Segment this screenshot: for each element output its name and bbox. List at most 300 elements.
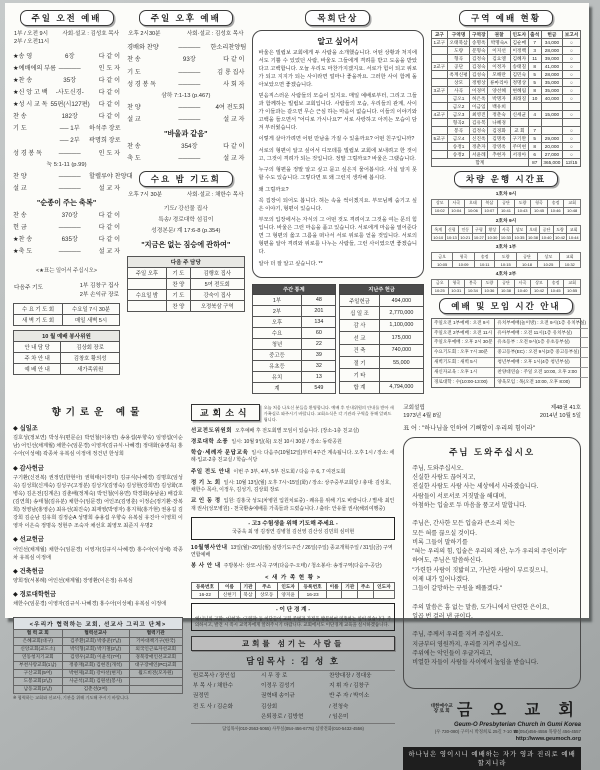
news-item bbox=[191, 468, 395, 476]
bus-time: 10:31 bbox=[448, 287, 465, 294]
wednesday-preacher: 사회·설교 : 채한수 목사 bbox=[186, 192, 244, 199]
afternoon-sermon-title: "바울과 같음" bbox=[164, 128, 208, 138]
order-row: 기 도 ───── 김 룡 집사 bbox=[127, 68, 245, 76]
afternoon-order-2 bbox=[127, 102, 244, 126]
district-table bbox=[431, 30, 581, 167]
newcomers-header: 인도자 bbox=[373, 583, 395, 591]
table-row: 전 도 사 / 김순화 김상회 / 전청숙 bbox=[192, 703, 349, 710]
morning-sermon-title: "순종이 주는 축복" bbox=[36, 197, 97, 207]
psalm-line bbox=[412, 622, 572, 631]
news-item-text: 오후예배 후 전도회별 모임이 있습니다. (장소-1층 친교실) bbox=[235, 427, 359, 434]
psalm-line bbox=[412, 595, 572, 604]
exam-prayer-box bbox=[191, 517, 395, 540]
church-address: (우 730-080) 구미시 박정희로 25길 7-10 ☎(054)456-4556 목양실 456-4557 bbox=[434, 728, 581, 734]
bus-times-row bbox=[431, 234, 580, 241]
morning-meta bbox=[14, 30, 119, 47]
bus-stop: 교회 bbox=[559, 253, 580, 261]
bus-stop: 오태 bbox=[526, 226, 540, 234]
offering-group bbox=[13, 534, 183, 561]
newcomers-header: 등록번호 bbox=[299, 583, 326, 591]
district-header: 보고서 bbox=[563, 31, 581, 39]
bus-stop: 공단 bbox=[498, 199, 515, 207]
order-row: 찬 송 182장 다 같 이 bbox=[13, 113, 121, 121]
masthead-column bbox=[403, 404, 581, 770]
table-row: 5교구 금오4 신진옥 김명옥 구기완 5 29,000 ○ bbox=[431, 135, 580, 143]
bus-stop: 송정 bbox=[474, 253, 495, 261]
bus-time: 10:33 bbox=[500, 234, 511, 240]
morning-service2-time: 2부 / 오전11시 bbox=[14, 39, 50, 46]
morning-scripture: 눅 5:1-11 (p.99) bbox=[46, 161, 87, 168]
staff-table bbox=[191, 670, 395, 724]
table-row: 남동교회(2남) 김춘선(2여) bbox=[14, 685, 183, 693]
afternoon-scripture: 삼하 7:1-13 (p.467) bbox=[161, 92, 211, 99]
founded-date: 1973년 4월 8일 bbox=[403, 413, 442, 420]
bus-time: 10:38 bbox=[498, 287, 515, 294]
bus-stop: 상모 bbox=[538, 253, 559, 261]
wednesday-sermon-title: "지금은 없는 짐승에 관하여" bbox=[141, 239, 231, 249]
offering-group-names: 김호성(정보연) 박성우(편문순) 박언철(이용면) 송용섭(두향숙) 임영섭(이순남) 어인선(채계월) 채한수(임문경) 이영자(김규식·나혜경) 정대화(송명옥) 홍수아(이성예) 곽종차 유복심 이정애 정건년 한성희 bbox=[13, 435, 183, 458]
table-row: 부 목 사 / 채한수 이정우 김성기 지 휘 자 / 김창구 bbox=[192, 682, 370, 689]
morning-order-2 bbox=[13, 171, 133, 195]
bus-stop: 교회 bbox=[564, 279, 581, 287]
founded-label: 교회설립 bbox=[403, 405, 425, 411]
offering-group-names: 어인선(채계월) 채한수(임문경) 이영자(김규식·나혜경) 홍수아(이성예) 곽종차 유복심 이정애 bbox=[13, 546, 183, 561]
guide-item: 유초등부 : 오전 9시(1층 유초등부실) bbox=[495, 338, 588, 348]
bus-time: 10:40 bbox=[541, 234, 552, 240]
psalm-line: 그들이 갈망하는 구원을 베풀겠다." bbox=[412, 586, 503, 593]
heresy-text: '하나님의 교회', '신천지', '구원파' 등 이단들이 교회 주변과 가정을 방문하여 미혹하는 일이 있습니다. 주의하시고, 발견 시 즉시 교역자에게 알려주시기 바랍니다. 교회에서도 이단경계 교육을 실시하겠습니다. bbox=[194, 615, 392, 628]
attendance-title: 주간 통계 bbox=[252, 285, 336, 295]
bus-time: 10:36 bbox=[481, 287, 498, 294]
wednesday-line: 특송/ 경로대학 섬김이 bbox=[158, 216, 214, 223]
pastoral-paragraph: 꼭 집장이 되어도 봅니다. 혀는 속을 썩이겠지요. 부모님께 숨기고 싶은 이야기, 형편이 있습니다. bbox=[258, 198, 417, 212]
order-row: 성 경 봉 독 ───── 사 회 자 bbox=[127, 80, 245, 88]
bus-stop: 금오 bbox=[431, 279, 448, 287]
church-motto: 표 어 : "하나님을 인하여 기뻐함이 우리의 힘이라" bbox=[403, 424, 535, 432]
table-row: 도봉교회(2남) 사군석(교회) 김원선(봉사) bbox=[14, 677, 183, 685]
table-row: 신앙교회(교도소) 박덕형(교회) 박기철(2남) 외국인근로자선교회 bbox=[14, 645, 183, 653]
offering-groups bbox=[13, 423, 183, 609]
bus-time: 10:04 bbox=[448, 207, 465, 214]
offering-group-label: ◆ 십일조 bbox=[13, 425, 38, 432]
psalm-line: 모든 혀를 끊으실 것이다. bbox=[412, 530, 477, 537]
pastoral-box bbox=[252, 30, 424, 278]
news-items bbox=[191, 427, 395, 513]
bus-time: 10:07 bbox=[481, 207, 498, 214]
news-item-text: 일시: 10월 9일(목) 오전 10시 30분 / 장소: 동락공원 bbox=[231, 438, 342, 445]
footer-verse-bar: 하나님은 영이시니 예배하는 자가 영과 진리로 예배 할지니라 bbox=[403, 747, 581, 770]
news-item bbox=[191, 497, 395, 513]
bus-stop: 상모 bbox=[513, 226, 527, 234]
morning-worship-title: 주일 오전 예배 bbox=[20, 10, 114, 26]
bus-stop: 황상 bbox=[486, 226, 500, 234]
table-row: 구산교회(5여) 박현제(교회) 강아선(현지) 월드비전(모자원) bbox=[14, 669, 183, 677]
table-row: 송정1 정춘자 장영옥 주미현 8 20,000 ○ bbox=[431, 143, 580, 151]
pastoral-subtitle: 알고 싶어서 bbox=[317, 37, 359, 46]
table-row: 은혜교회(대구) 김주환(교회) 박종준(7남) 기아대책기구(한국) bbox=[14, 637, 183, 645]
bus-stop: 형곡 bbox=[531, 199, 548, 207]
pastoral-paragraph: 알아 더 잘 알고 싶습니다. ** bbox=[258, 260, 323, 267]
offering-title: 지난주 헌금 bbox=[340, 285, 424, 295]
offering-table bbox=[339, 284, 424, 394]
table-row: 2부 201 bbox=[252, 306, 336, 317]
district-header: 권찰 bbox=[488, 31, 511, 39]
table-row: 새 벽 기 도 회 매일 새벽 5시 bbox=[14, 315, 120, 326]
morning-order-3 bbox=[13, 210, 120, 258]
afternoon-meta bbox=[128, 30, 243, 38]
table-row: 금오2 이금임 백유희 bbox=[431, 103, 580, 111]
district-column bbox=[431, 10, 587, 394]
bus-route-name: 2호차 9시 bbox=[495, 218, 517, 224]
bus-stop: 형곡 bbox=[448, 279, 465, 287]
psalm-line: 진실한 사람도 사람 사는 세상에서 사라졌습니다. bbox=[412, 484, 539, 491]
bus-time: 10:41 bbox=[498, 207, 515, 214]
newcomers-header: 주소 bbox=[256, 583, 278, 591]
psalm-prayer-box bbox=[403, 437, 581, 689]
table-row: 절 기 55,000 bbox=[340, 356, 424, 368]
news-item-label: 주일 전도 안내 bbox=[190, 468, 231, 475]
bus-stop: 공단 bbox=[540, 226, 554, 234]
order-row: 경배와 찬양 ───── 한소리찬양팀 bbox=[127, 44, 247, 52]
church-name-english: Geum-O Presbyterian Church in Gumi Korea bbox=[453, 721, 581, 728]
psalm-line: 이제 내가 일어나겠다. bbox=[412, 577, 470, 584]
bus-time: 10:18 bbox=[516, 261, 537, 268]
issue-date: 2014년 10월 5일 bbox=[539, 413, 581, 420]
order-row: ── 2부 곽명희 장로 bbox=[59, 137, 121, 145]
psalm-line: 주님, 도와주십시오. bbox=[412, 465, 464, 472]
pastoral-paragraph: 바울은 빌립보 교회에게 두 사람을 소개했습니다. 어떤 상황과 처지에서도 기쁠 수 있었던 사람, 바울도 그들에게 격려를 받고 도움을 받았다고 고백합니다. 오늘 우리도 마찬가지겠지요. 서로가 힘이 되고 위로가 되고 지지가 되는 사이라면 얼마나 좋을까요. 그러한 사이 함께 돌아보았으면 좋겠습니다. bbox=[258, 50, 417, 88]
bus-stop: 상모 bbox=[531, 279, 548, 287]
table-row: 선 교 175,000 bbox=[340, 332, 424, 344]
pastoral-paragraph: 누구의 형편을 정말 알고 싶고 묻고 싶은지 물어봅시다. 사실 알지 못할 수도 있습니다. 그렇다면 또 왜 그런지 생각해 봅시다. bbox=[258, 167, 417, 182]
news-item-text: 이번 주 3부, 4부, 5부 전도회 / 다음 주 6, 7 여전도회 bbox=[233, 468, 346, 475]
news-item-text: 13일(월)~20일(월) 심방기도주간 / 26일(주일) 종교개혁주일 / 31일(금) 구역연합예배 bbox=[190, 544, 393, 558]
bus-stop: 공단 bbox=[498, 279, 515, 287]
bus-time: 10:40 bbox=[514, 287, 531, 294]
table-row: 연동청지기교회 김영우(교회) 이윤석(7여) 경북장애인선교교회 bbox=[14, 653, 183, 661]
bus-schedule-title: 차량 운행 시간표 bbox=[454, 171, 558, 187]
order-row: ★예배에의 부름 ───── 인 도 자 bbox=[13, 64, 121, 72]
morning-worship-column bbox=[13, 10, 133, 394]
district-header: 구역장 bbox=[470, 31, 488, 39]
district-header: 인도자 bbox=[510, 31, 528, 39]
offerings-title: 향기로운 예물 bbox=[51, 407, 145, 418]
morning-service1-time: 1부 / 오전 9시 bbox=[14, 31, 49, 37]
bus-route bbox=[431, 218, 581, 242]
bus-times-row bbox=[431, 261, 580, 268]
afternoon-preacher: 사회·설교 : 김성호 목사 bbox=[186, 31, 244, 37]
guide-item: 경로대학 : 수(10:00-13:00) bbox=[433, 379, 488, 385]
table-row: 형곡2 김유복 나혜경 bbox=[431, 119, 580, 127]
newcomers-header: 이름 bbox=[219, 583, 241, 591]
offering-group-names: 구기환(신전복) 권정민(한현아) 권혁태(이경미) 김규식(나혜경) 김명호(임성옥) 김성희(신계숙) 김성구(고정분) 김성기(김영숙) 김성현(강희면) 김성화(조병옥) 김온전(김계은) 김춘배(정계숙) 박언철(이용면) 박경화(송남윤) 배갑호(김연희) 송태철(김유분) 채한수(임문경) 어인조(김영훈) 이정순(정기환·장복희) 정영남(홍영순) 최유선(최진숙) 최재영(박영자) 홍지혁(홍가현) 권용길 김강희 김순남 김유희 김정순A 성명희 송용섭 우향숙 유복심 유진아 이영희 이영자 이은숙 정명옥 정현주 조숙자 채선호 최영모 최준지 우명2 bbox=[13, 474, 183, 530]
newcomers-header: 주소 bbox=[358, 583, 374, 591]
issue-number: 제48권 41호 bbox=[550, 405, 581, 411]
order-row: ★찬 송 635장 다 같 이 bbox=[13, 236, 121, 244]
denomination: 대한예수교 장 로 회 bbox=[430, 702, 453, 714]
psalm-line: 하여도, 주님은 말씀하신다. bbox=[412, 558, 483, 565]
news-item bbox=[191, 438, 395, 446]
order-row: 설 교 ───── 설 교 자 bbox=[13, 184, 121, 192]
table-row: 수요 60 bbox=[252, 328, 336, 339]
offering-group-label: ◆ 감사헌금 bbox=[13, 464, 44, 472]
bus-stop: 상모 bbox=[431, 199, 448, 207]
guide-item: 새신자교육 : 오후 1시 bbox=[432, 368, 494, 378]
bus-stops-row bbox=[431, 253, 580, 261]
contact-phones: 담임목사(010-2563-5065) 사무실(054-456-6775) 심방전화(010-5432-4556) bbox=[222, 725, 364, 731]
order-row: 기 도 ── 1부 하석주 장로 bbox=[13, 125, 121, 133]
table-row: 2교구 공단 김경숙 이정자 송태칠 8 41,000 ○ bbox=[431, 63, 580, 71]
church-website: http://www.geumoch.org bbox=[515, 735, 581, 742]
district-header: 교구 bbox=[431, 31, 447, 39]
bus-routes bbox=[431, 191, 581, 295]
bulletin-page bbox=[5, 3, 589, 768]
guide-item: 주일오전 1부예배 : 오전 9시 bbox=[432, 319, 494, 329]
bus-route-table bbox=[431, 225, 581, 241]
psalm-line: 아첨하는 입술로 두 마음을 품고서 말합니다. bbox=[412, 502, 527, 509]
psalm-line: 일곱 번 걸러 낸 금이다. bbox=[412, 613, 473, 620]
news-small-note: 오늘 처음 나오신 분들을 환영합니다. 예배 후 안내위원의 안내를 받아 새가족실로 와주시기 바랍니다. 교회소식은 각 기관과 구역을 통해 알려드립니다. bbox=[263, 405, 394, 422]
wednesday-meta bbox=[128, 191, 243, 199]
morning-preacher: 사회·설교 : 김성호 목사 bbox=[62, 31, 120, 37]
order-row: ★신 앙 고 백 -사도신경- 다 같 이 bbox=[13, 89, 121, 97]
wednesday-time: 오후 7시 30분 bbox=[128, 192, 163, 199]
district-total-row: 합계 87 365,000 12/15 bbox=[431, 159, 580, 167]
psalm-line: 비열한 자들이 사람들 사이에서 높임을 받습니다. bbox=[412, 660, 539, 667]
bus-stop: 송정 bbox=[547, 199, 564, 207]
bus-stop: 송정 bbox=[547, 279, 564, 287]
bus-time: 10:48 bbox=[564, 207, 581, 214]
order-row: 헌 금 ───── 다 같 이 bbox=[13, 224, 121, 232]
table-row: 감 사 1,100,000 bbox=[340, 319, 424, 331]
psalm-line: 주의 말씀은 흠 없는 말씀, 도가니에서 단련한 은이요, bbox=[412, 604, 549, 611]
news-items-2 bbox=[191, 544, 395, 571]
newcomers-header: 이름 bbox=[326, 583, 342, 591]
news-item-label: 교 인 동 정 bbox=[190, 498, 221, 505]
bus-stop: 인동 bbox=[459, 226, 473, 234]
psalm-line: "가련한 사람이 짓밟히고, 가난한 사람이 부르짖으니, bbox=[412, 567, 548, 574]
afternoon-time: 오후 2시30분 bbox=[128, 31, 161, 37]
afternoon-worship-column bbox=[127, 10, 247, 394]
psalm-prayer-title: 주님 도와주십시오 bbox=[449, 446, 536, 457]
bus-time: 10:09 bbox=[453, 261, 474, 268]
guide-item: 유치부예배(놀이방) : 오전 9시(1층 유치부실) bbox=[495, 319, 588, 329]
guide-item: 수요기도회 : 오후 7시 30분 bbox=[432, 348, 494, 358]
news-item-text: 일시: 10월 13일(월) 오후 7시~15일(화) / 장소: 상주중부교회당 / 총대: 김성호, 채한수 목사, 이정우, 김성기, 김상회 장로 bbox=[190, 479, 391, 494]
order-row: 찬 양 ───── 4여 전도회 bbox=[127, 103, 245, 111]
table-row: 3교구 사곡 이경미 양선혜 현혜림 8 35,000 ○ bbox=[431, 87, 580, 95]
news-item bbox=[191, 427, 395, 435]
prayer-times-table bbox=[13, 303, 120, 326]
bus-time: 10:05 bbox=[431, 261, 452, 268]
bus-route bbox=[431, 244, 581, 268]
news-item-text: 입원: 김홍국 성도(차병원 입원치료중) - 쾌유를 위해 기도 바랍니다. / 별세: 최인재 권사(성모병원) - 천국환송예배를 가족들과 드렸습니다. / 출타: 안유물 권사(해외여행중) bbox=[190, 498, 395, 512]
pastoral-paragraphs bbox=[259, 50, 417, 269]
table-row: 청년 22 bbox=[252, 339, 336, 350]
table-row: 합 계 4,794,000 bbox=[340, 381, 424, 393]
bus-stop: 구평 bbox=[472, 226, 486, 234]
wednesday-lines bbox=[127, 204, 244, 237]
news-item bbox=[191, 479, 395, 495]
order-row: ★성 시 교 독 55편(시127편) 다 같 이 bbox=[13, 101, 121, 109]
pastoral-paragraph: 믿음직스러운 사람들의 모습이 있지요. 매일 예배로부터, 그리고 그들과 함께하는 빌립보 교회입니다. 사람들의 모습, 우리들의 관계, 사이가 이들과는 같으면 무슨 근심 하는 마음이 없습니다. 이들의 이야기와 고백을 들으면서 "어디로 가시나요?" 서로 사랑하고 아끼는 모습이 담겨 부러웠습니다. bbox=[258, 93, 417, 131]
exam-prayer-title: - 고3 수험생을 위해 기도해 주세요 - bbox=[248, 520, 338, 527]
news-item-label: 봉 사 안 내 bbox=[190, 563, 221, 570]
afternoon-worship-title: 주일 오후 예배 bbox=[139, 10, 233, 26]
offering-group-label: ◆ 건축헌금 bbox=[13, 567, 44, 575]
guide-item: 주일오후예배 : 오후 2시 30분 bbox=[432, 338, 494, 348]
senior-pastor: 담임목사 : 김 성 호 bbox=[246, 656, 340, 667]
psalm-line: 비록 그들이 말하기를 bbox=[412, 539, 468, 546]
servants-table bbox=[13, 341, 120, 375]
news-item-label: 경로대학 소풍 bbox=[190, 438, 229, 445]
bus-stop: 도량 bbox=[553, 226, 567, 234]
bus-stop: 오태 bbox=[465, 199, 482, 207]
pastoral-paragraph: 이렇게 살아가려면 어떤 만남을 가질 수 있을까요? 어떤 친구입니까? bbox=[258, 136, 415, 143]
wednesday-line: 성경본문/ 계 17:6-8 (p.354) bbox=[151, 227, 221, 234]
table-row: 오후 134 bbox=[252, 317, 336, 328]
newcomers-header: 인도자 bbox=[277, 583, 299, 591]
order-row: 찬 송 354장 다 같 이 bbox=[127, 143, 245, 151]
bus-time: 10:35 bbox=[514, 234, 525, 240]
district-header: 헌금 bbox=[541, 31, 562, 39]
bus-stop: 공단 bbox=[516, 253, 537, 261]
partners-table bbox=[13, 629, 183, 694]
bus-time: 10:38 bbox=[527, 234, 538, 240]
afternoon-order-3 bbox=[127, 141, 244, 165]
news-item-label: 10월행사안내 bbox=[190, 544, 228, 551]
heresy-title: - 이 단 경 계 - bbox=[275, 607, 311, 614]
morning-order-1 bbox=[13, 51, 120, 160]
bus-stop: 봉곡 bbox=[465, 279, 482, 287]
bus-route-name: 4호차 2부 bbox=[495, 272, 517, 278]
table-row: 유치 13 bbox=[252, 372, 336, 383]
news-item bbox=[191, 449, 395, 465]
bus-stop: 옥계 bbox=[431, 226, 445, 234]
bus-route-table bbox=[431, 199, 581, 215]
next-week-duty-table bbox=[127, 267, 244, 312]
offering-group-label: ◆ 선교헌금 bbox=[13, 536, 44, 544]
bus-route-table bbox=[431, 279, 581, 295]
table-row: 부천사랑교회(1남) 정중재(교회) 김현진(개척) 대구장애인(PC)교회 bbox=[14, 661, 183, 669]
bus-stops-row bbox=[431, 199, 580, 207]
bus-stop: 형곡 bbox=[453, 253, 474, 261]
table-row: 유초등 32 bbox=[252, 361, 336, 372]
bus-time: 10:11 bbox=[474, 261, 495, 268]
offering-group bbox=[13, 589, 183, 608]
table-row: 봉곡 김정숙 김경화 교 회 7 ○ bbox=[431, 127, 580, 135]
bus-route bbox=[431, 191, 581, 215]
table-row: 기 타 bbox=[340, 369, 424, 381]
guide-item: 새벽기도회 : 새벽 5시 bbox=[432, 358, 494, 368]
table-row: 옥계신평 김성숙 모해란 김민숙 5 28,000 ○ bbox=[431, 71, 580, 79]
table-row: 건 축 740,000 bbox=[340, 344, 424, 356]
psalm-line: 지금부터 영원까지, 우리를 지켜 주십시오. bbox=[412, 641, 521, 648]
church-logo-row bbox=[403, 697, 581, 720]
table-row: 금오1 허은옥 박명자 최래질 10 40,000 ○ bbox=[431, 95, 580, 103]
bus-time: 10:30 bbox=[487, 234, 498, 240]
psalm-lines bbox=[412, 465, 572, 669]
psalm-line: 주님은, 간사한 모든 입술과 큰소리 치는 bbox=[412, 521, 515, 528]
bus-stop: 사곡 bbox=[499, 226, 513, 234]
news-item-text: 일시: 다음주(10월12일)부터 4주간 계속됩니다. 오후 1시 / 장소: 세례·입교-2층 친교실 / 학습-식당 bbox=[190, 450, 395, 464]
bus-time: 10:25 bbox=[538, 261, 559, 268]
bus-time: 10:10 bbox=[433, 234, 444, 240]
newcomers-header: 기관 bbox=[240, 583, 256, 591]
district-header: 구역명 bbox=[447, 31, 470, 39]
bus-route-table bbox=[431, 252, 581, 268]
table-row: 찬 양 오정북삼 구역 bbox=[128, 300, 244, 311]
bus-stop: 도량 bbox=[495, 253, 516, 261]
weekly-stats bbox=[252, 284, 424, 394]
table-row: 1부 48 bbox=[252, 295, 336, 306]
order-row: 성 경 봉 독 ───── 인 도 자 bbox=[13, 149, 121, 157]
bus-time: 10:46 bbox=[547, 207, 564, 214]
table-row: 원로목사 / 장인섭 시 무 장 로 찬양대장 / 정대웅 bbox=[192, 672, 372, 679]
newcomers-table bbox=[191, 582, 395, 599]
order-row: ★송 영 6장 다 같 이 bbox=[13, 52, 121, 60]
bus-time: 10:45 bbox=[547, 287, 564, 294]
servants-table-title: 10 월 예배 봉사위원 bbox=[13, 330, 120, 341]
pastoral-title: 목회단상 bbox=[305, 10, 370, 26]
news-item-label: 선교전도위원회 bbox=[190, 427, 233, 434]
psalm-line: "혀는 우리의 힘, 입술은 우리의 재산, 누가 우리의 주인이랴" bbox=[412, 549, 567, 556]
table-row: 중고등 39 bbox=[252, 350, 336, 361]
wednesday-line: 기도/ 강선물 집사 bbox=[163, 205, 208, 212]
guide-item: 주일오전 2부예배 : 오전 11시 bbox=[432, 329, 494, 339]
bus-stop: 북삼 bbox=[481, 199, 498, 207]
times-guide-title: 예배 및 모임 시간 안내 bbox=[439, 298, 572, 314]
bus-stops-row bbox=[431, 226, 580, 234]
table-row: 수 요 기 도 회 수요일 7시 30분 bbox=[14, 304, 120, 315]
bus-time: 10:13 bbox=[446, 234, 457, 240]
pastoral-paragraph: 서로의 형편이 알고 싶어서 디모데를 빌립보 교회에 보내려고 한 것이고, 그것이 격려가 되는 것입니다. 정말 그럴까요? 바울은 그랬습니다. bbox=[258, 147, 417, 162]
district-header: 출석 bbox=[530, 31, 540, 37]
bus-time: 10:02 bbox=[431, 207, 448, 214]
order-row: 축 도 ───── 설 교 자 bbox=[127, 155, 245, 163]
newcomers-title: < 새 가 족 현 황 > bbox=[265, 575, 321, 582]
bus-time: 10:21 bbox=[460, 234, 471, 240]
news-title: 교회소식 bbox=[191, 404, 260, 421]
table-row: 상모 정병상 류마리아 정명상 5 35,000 ○ bbox=[431, 79, 580, 87]
psalm-line: 사람들이 서로서로 거짓말을 해대며, bbox=[412, 493, 506, 500]
district-title: 구역 예배 현황 bbox=[459, 10, 553, 26]
afternoon-order-1 bbox=[127, 42, 247, 90]
exam-prayer-names: 국중욱 최 영 김정연 김병철 김선영 김산성 김민희 심미현 bbox=[231, 529, 355, 536]
bus-time: 10:43 bbox=[514, 207, 531, 214]
psalm-line bbox=[412, 511, 572, 520]
news-column bbox=[191, 404, 395, 770]
bus-stop: 사곡 bbox=[448, 199, 465, 207]
times-guide bbox=[431, 318, 587, 388]
bus-time: 10:55 bbox=[564, 287, 581, 294]
table-row: 수요일 밤 기 도 강숙이 집사 bbox=[128, 289, 244, 300]
order-row: 찬 송 93장 다 같 이 bbox=[127, 56, 245, 64]
table-row: 형곡 김정숙 김요엘 김혜자 11 39,000 ○ bbox=[431, 55, 580, 63]
newcomers-header: 기관 bbox=[342, 583, 358, 591]
bus-times-row bbox=[431, 207, 580, 214]
table-row: 주 차 안 내 김창호 황의성 bbox=[14, 353, 120, 364]
partners-footnote: ※ 협력하는 교회와 선교사, 기관을 위해 기도해 주시기 바랍니다. bbox=[13, 694, 130, 700]
newcomers-header: 등록번호 bbox=[191, 583, 218, 591]
next-week-duty-title: 다음 주 담당 bbox=[127, 256, 244, 267]
church-name: 금 오 교 회 bbox=[456, 701, 581, 719]
table-row: 찬 양 5여 전도회 bbox=[128, 278, 244, 289]
table-row: 은퇴장로 / 김방현 / 임은미 bbox=[260, 714, 349, 721]
heresy-warning-box bbox=[191, 603, 395, 631]
table-row: 1교구 오태북삼 송명옥 박명숙A 김순매 7 34,000 ○ bbox=[431, 39, 580, 47]
table-row: 안 내 담 당 김상회 장로 bbox=[14, 342, 120, 353]
